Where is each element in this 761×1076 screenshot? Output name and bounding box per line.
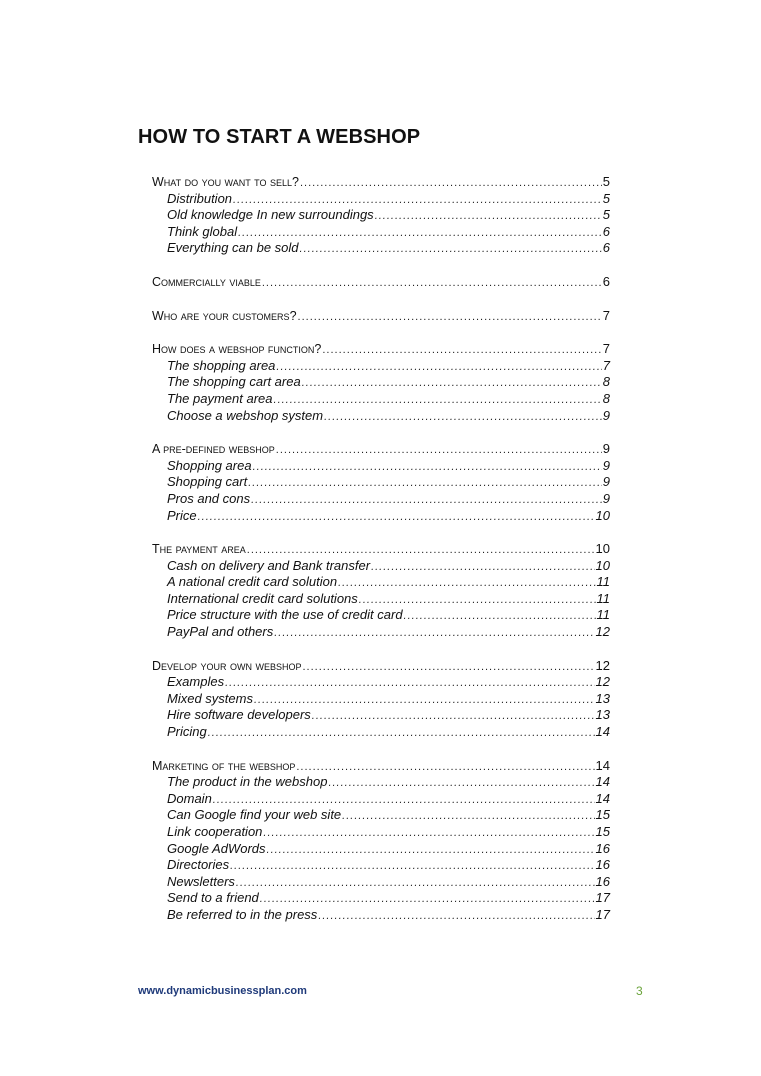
toc-page-number: 13 <box>595 690 610 706</box>
toc-page-number: 8 <box>602 390 610 406</box>
toc-subentry[interactable] <box>152 824 610 841</box>
toc-section <box>152 441 610 524</box>
toc-subentry[interactable] <box>152 391 610 408</box>
toc-leader-dots <box>253 459 602 476</box>
toc-entry-label: Newsletters <box>167 873 235 889</box>
toc-leader-dots <box>324 409 602 426</box>
toc-entry-label: Examples <box>167 674 225 690</box>
toc-subentry[interactable] <box>152 857 610 874</box>
toc-subentry[interactable] <box>152 791 610 808</box>
toc-entry-label: Everything can be sold <box>167 240 299 256</box>
toc-entry-label: Be referred to in the press <box>167 906 318 922</box>
toc-page-number: 16 <box>595 840 610 856</box>
toc-leader-dots <box>225 675 594 692</box>
toc-page-number: 5 <box>602 207 610 223</box>
toc-page-number: 12 <box>595 657 610 673</box>
toc-leader-dots <box>251 492 602 509</box>
toc-leader-dots <box>247 542 595 559</box>
toc-subentry[interactable] <box>152 558 610 575</box>
toc-page-number: 7 <box>602 307 610 323</box>
toc-entry-label: Mixed systems <box>167 690 253 706</box>
toc-entry-label: Pricing <box>167 724 207 740</box>
toc-entry-label: Cash on delivery and Bank transfer <box>167 557 371 573</box>
toc-subentry[interactable] <box>152 807 610 824</box>
toc-entry-label: Send to a friend <box>167 890 259 906</box>
toc-subentry[interactable] <box>152 491 610 508</box>
toc-subentry[interactable] <box>152 890 610 907</box>
toc-page-number: 6 <box>602 240 610 256</box>
toc-entry-label: The payment area <box>152 542 246 557</box>
toc-subentry[interactable] <box>152 774 610 791</box>
toc-page-number: 13 <box>595 707 610 723</box>
toc-entry-label: Price <box>167 507 197 523</box>
toc-leader-dots <box>274 392 602 409</box>
toc-leader-dots <box>296 759 594 776</box>
toc-leader-dots <box>213 792 595 809</box>
toc-entry-label: How does a webshop function? <box>152 342 322 357</box>
toc-page-number: 11 <box>596 574 610 590</box>
toc-entry-label: What do you want to sell? <box>152 175 299 189</box>
toc-entry[interactable] <box>152 341 610 358</box>
toc-page-number: 17 <box>595 906 610 922</box>
toc-leader-dots <box>236 875 595 892</box>
toc-entry-label: Marketing of the webshop <box>152 758 296 773</box>
toc-subentry[interactable] <box>152 574 610 591</box>
toc-page-number: 9 <box>602 407 610 423</box>
toc-page-number: 6 <box>602 223 610 239</box>
toc-leader-dots <box>300 175 602 192</box>
toc-page-number: 15 <box>595 807 610 823</box>
toc-entry-label: The payment area <box>167 390 273 406</box>
toc-section <box>152 758 610 924</box>
toc-subentry[interactable] <box>152 458 610 475</box>
toc-page-number: 16 <box>595 873 610 889</box>
toc-subentry[interactable] <box>152 591 610 608</box>
toc-entry[interactable] <box>152 541 610 558</box>
toc-section <box>152 308 610 325</box>
toc-leader-dots <box>248 475 602 492</box>
toc-entry-label: Google AdWords <box>167 840 266 856</box>
toc-page-number: 14 <box>595 724 610 740</box>
toc-subentry[interactable] <box>152 691 610 708</box>
toc-leader-dots <box>375 208 602 225</box>
toc-leader-dots <box>276 359 601 376</box>
toc-entry-label: Can Google find your web site <box>167 807 342 823</box>
toc-leader-dots <box>322 342 601 359</box>
toc-page-number: 17 <box>595 890 610 906</box>
toc-leader-dots <box>342 808 594 825</box>
toc-page-number: 15 <box>595 824 610 839</box>
toc-section <box>152 174 610 257</box>
toc-entry-label: Think global <box>167 223 238 239</box>
toc-page-number: 9 <box>602 457 610 473</box>
toc-entry[interactable] <box>152 308 610 325</box>
toc-leader-dots <box>318 908 594 925</box>
toc-entry[interactable] <box>152 174 610 191</box>
toc-page-number: 11 <box>596 607 610 623</box>
toc-section <box>152 541 610 641</box>
toc-page-number: 6 <box>602 273 610 289</box>
toc-page-number: 14 <box>595 757 610 773</box>
toc-page-number: 8 <box>602 374 610 390</box>
toc-subentry[interactable] <box>152 607 610 624</box>
toc-entry-label: The shopping area <box>167 357 276 373</box>
toc-page-number: 7 <box>602 341 610 357</box>
toc-subentry[interactable] <box>152 624 610 641</box>
toc-subentry[interactable] <box>152 191 610 208</box>
toc-entry-label: Who are your customers? <box>152 308 297 323</box>
toc-leader-dots <box>230 858 594 875</box>
toc-leader-dots <box>198 509 595 526</box>
footer-url[interactable]: www.dynamicbusinessplan.com <box>138 985 307 997</box>
toc-page-number: 10 <box>595 541 610 557</box>
toc-subentry[interactable] <box>152 907 610 924</box>
toc-entry[interactable] <box>152 441 610 458</box>
toc-subentry[interactable] <box>152 207 610 224</box>
toc-section <box>152 274 610 291</box>
toc-leader-dots <box>274 625 594 642</box>
toc-subentry[interactable] <box>152 674 610 691</box>
toc-leader-dots <box>300 241 602 258</box>
toc-entry-label: Hire software developers <box>167 707 311 723</box>
toc-page-number: 9 <box>602 490 610 506</box>
toc-entry[interactable] <box>152 658 610 675</box>
toc-entry-label: The product in the webshop <box>167 774 328 790</box>
toc-page-number: 5 <box>602 190 610 206</box>
toc-leader-dots <box>276 442 602 459</box>
toc-leader-dots <box>302 375 602 392</box>
toc-entry-label: Commercially viable <box>152 274 261 289</box>
toc-subentry[interactable] <box>152 240 610 257</box>
toc-leader-dots <box>233 192 602 209</box>
toc-entry-label: A pre-defined webshop <box>152 442 275 457</box>
toc-entry-label: Develop your own webshop <box>152 658 302 673</box>
toc-entry-label: International credit card solutions <box>167 590 358 606</box>
toc-leader-dots <box>359 592 596 609</box>
toc-leader-dots <box>260 891 595 908</box>
toc-entry-label: Price structure with the use of credit card <box>167 607 403 623</box>
toc-subentry[interactable] <box>152 508 610 525</box>
toc-page-number: 14 <box>595 790 610 806</box>
toc-page-number: 14 <box>595 774 610 790</box>
table-of-contents <box>152 174 610 941</box>
toc-entry-label: The shopping cart area <box>167 374 301 390</box>
toc-entry-label: Domain <box>167 790 212 806</box>
toc-leader-dots <box>338 575 595 592</box>
toc-entry-label: Directories <box>167 857 230 873</box>
toc-page-number: 5 <box>602 174 610 189</box>
toc-entry-label: Link cooperation <box>167 824 263 839</box>
toc-page-number: 12 <box>595 624 610 640</box>
toc-section <box>152 341 610 424</box>
toc-entry-label: PayPal and others <box>167 624 274 640</box>
toc-leader-dots <box>208 725 595 742</box>
toc-subentry[interactable] <box>152 358 610 375</box>
toc-page-number: 10 <box>595 557 610 573</box>
toc-subentry[interactable] <box>152 374 610 391</box>
toc-entry-label: Choose a webshop system <box>167 407 324 423</box>
toc-entry-label: Old knowledge In new surroundings <box>167 207 374 223</box>
toc-section <box>152 658 610 741</box>
footer-page-number: 3 <box>636 984 643 998</box>
toc-subentry[interactable] <box>152 841 610 858</box>
toc-entry[interactable] <box>152 758 610 775</box>
toc-entry-label: Pros and cons <box>167 490 251 506</box>
toc-leader-dots <box>302 659 594 676</box>
toc-page-number: 9 <box>602 474 610 490</box>
toc-leader-dots <box>263 825 594 842</box>
toc-leader-dots <box>404 608 596 625</box>
toc-page-number: 12 <box>595 674 610 690</box>
toc-entry-label: Shopping cart <box>167 474 248 490</box>
toc-page-number: 11 <box>596 590 610 606</box>
toc-leader-dots <box>298 309 602 326</box>
toc-subentry[interactable] <box>152 724 610 741</box>
toc-leader-dots <box>254 692 595 709</box>
toc-leader-dots <box>267 842 595 859</box>
toc-page-number: 7 <box>602 357 610 373</box>
toc-entry-label: Distribution <box>167 190 233 206</box>
toc-entry-label: Shopping area <box>167 457 252 473</box>
toc-subentry[interactable] <box>152 707 610 724</box>
page-title: HOW TO START A WEBSHOP <box>138 126 421 148</box>
toc-leader-dots <box>312 708 595 725</box>
toc-subentry[interactable] <box>152 408 610 425</box>
toc-leader-dots <box>328 775 594 792</box>
toc-page-number: 10 <box>595 507 610 523</box>
toc-entry[interactable] <box>152 274 610 291</box>
toc-leader-dots <box>371 559 594 576</box>
toc-subentry[interactable] <box>152 224 610 241</box>
toc-leader-dots <box>238 225 602 242</box>
toc-page-number: 9 <box>602 441 610 457</box>
toc-entry-label: A national credit card solution <box>167 574 338 590</box>
toc-leader-dots <box>262 275 602 292</box>
toc-page-number: 16 <box>595 857 610 873</box>
toc-subentry[interactable] <box>152 474 610 491</box>
toc-subentry[interactable] <box>152 874 610 891</box>
